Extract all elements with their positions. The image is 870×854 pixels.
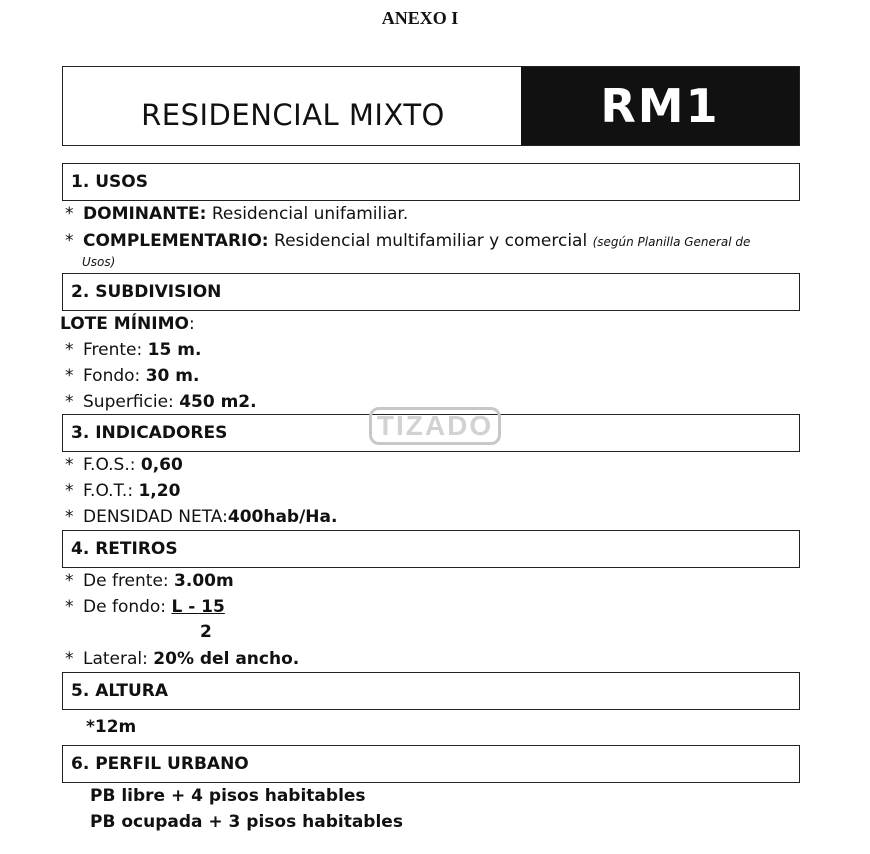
usos-dominante [65,204,408,224]
bullet-icon: * [86,717,95,737]
bullet-icon: * [65,340,74,360]
frente-label: Frente: [83,340,143,360]
fot-value: 1,20 [138,481,181,501]
bullet-icon: * [65,571,74,591]
section-usos-header: 1. USOS [62,163,800,201]
section-retiros-header: 4. RETIROS [62,530,800,568]
retiro-fondo-denominator: 2 [200,622,212,642]
subdivision-fondo [65,366,199,386]
bullet-icon: * [65,366,74,386]
dominante-label: DOMINANTE: [83,204,207,224]
complementario-label: COMPLEMENTARIO: [83,231,269,251]
densidad-value: 400hab/Ha. [227,507,338,527]
usos-complementario [65,231,750,251]
bullet-icon: * [65,507,74,527]
complementario-note: (según Planilla General de [592,235,751,249]
bullet-icon: * [65,597,74,617]
fos-value: 0,60 [140,455,183,475]
superficie-label: Superficie: [83,392,174,412]
retiro-lateral-label: Lateral: [83,649,148,669]
dominante-value: Residencial unifamiliar. [211,204,409,224]
retiro-fondo-numerator: L - 15 [171,597,225,617]
fos-label: F.O.S.: [83,455,136,475]
complementario-value: Residencial multifamiliar y comercial [274,231,588,251]
lote-minimo-label: LOTE MÍNIMO [60,314,189,334]
lote-minimo-colon: : [188,314,195,334]
densidad-label: DENSIDAD NETA: [83,507,228,527]
retiro-fondo-label: De fondo: [83,597,167,617]
section-altura-header: 5. ALTURA [62,672,800,710]
bullet-icon: * [65,455,74,475]
altura-value: 12m [94,717,137,737]
zone-name: RESIDENCIAL MIXTO [141,98,445,132]
bullet-icon: * [65,204,74,224]
bullet-icon: * [65,231,74,251]
perfil-line-2: PB ocupada + 3 pisos habitables [90,812,403,832]
bullet-icon: * [65,392,74,412]
section-perfil-header: 6. PERFIL URBANO [62,745,800,783]
bullet-icon: * [65,481,74,501]
subdivision-superficie [65,392,257,412]
annex-title: ANEXO I [381,8,459,28]
zone-header [62,66,800,146]
lote-minimo-heading [60,314,195,334]
complementario-note-continued: Usos) [82,255,116,269]
bullet-icon: * [65,649,74,669]
superficie-value: 450 m2. [179,392,257,412]
indicador-fos [65,455,183,475]
frente-value: 15 m. [147,340,202,360]
zone-code: RM1 [521,67,799,145]
indicador-fot [65,481,180,501]
retiro-fondo [65,597,225,617]
perfil-line-1: PB libre + 4 pisos habitables [90,786,366,806]
retiro-lateral [65,649,299,669]
retiro-frente-label: De frente: [83,571,169,591]
fondo-value: 30 m. [145,366,200,386]
fondo-label: Fondo: [83,366,141,386]
watermark-logo: TIZADO [369,407,501,445]
indicador-densidad [65,507,337,527]
subdivision-frente [65,340,201,360]
retiro-frente-value: 3.00m [174,571,234,591]
altura-value-line [86,717,136,737]
section-indicadores-header: 3. INDICADORES [62,414,800,452]
fot-label: F.O.T.: [83,481,134,501]
section-subdivision-header: 2. SUBDIVISION [62,273,800,311]
retiro-frente [65,571,234,591]
retiro-lateral-value: 20% del ancho. [153,649,300,669]
